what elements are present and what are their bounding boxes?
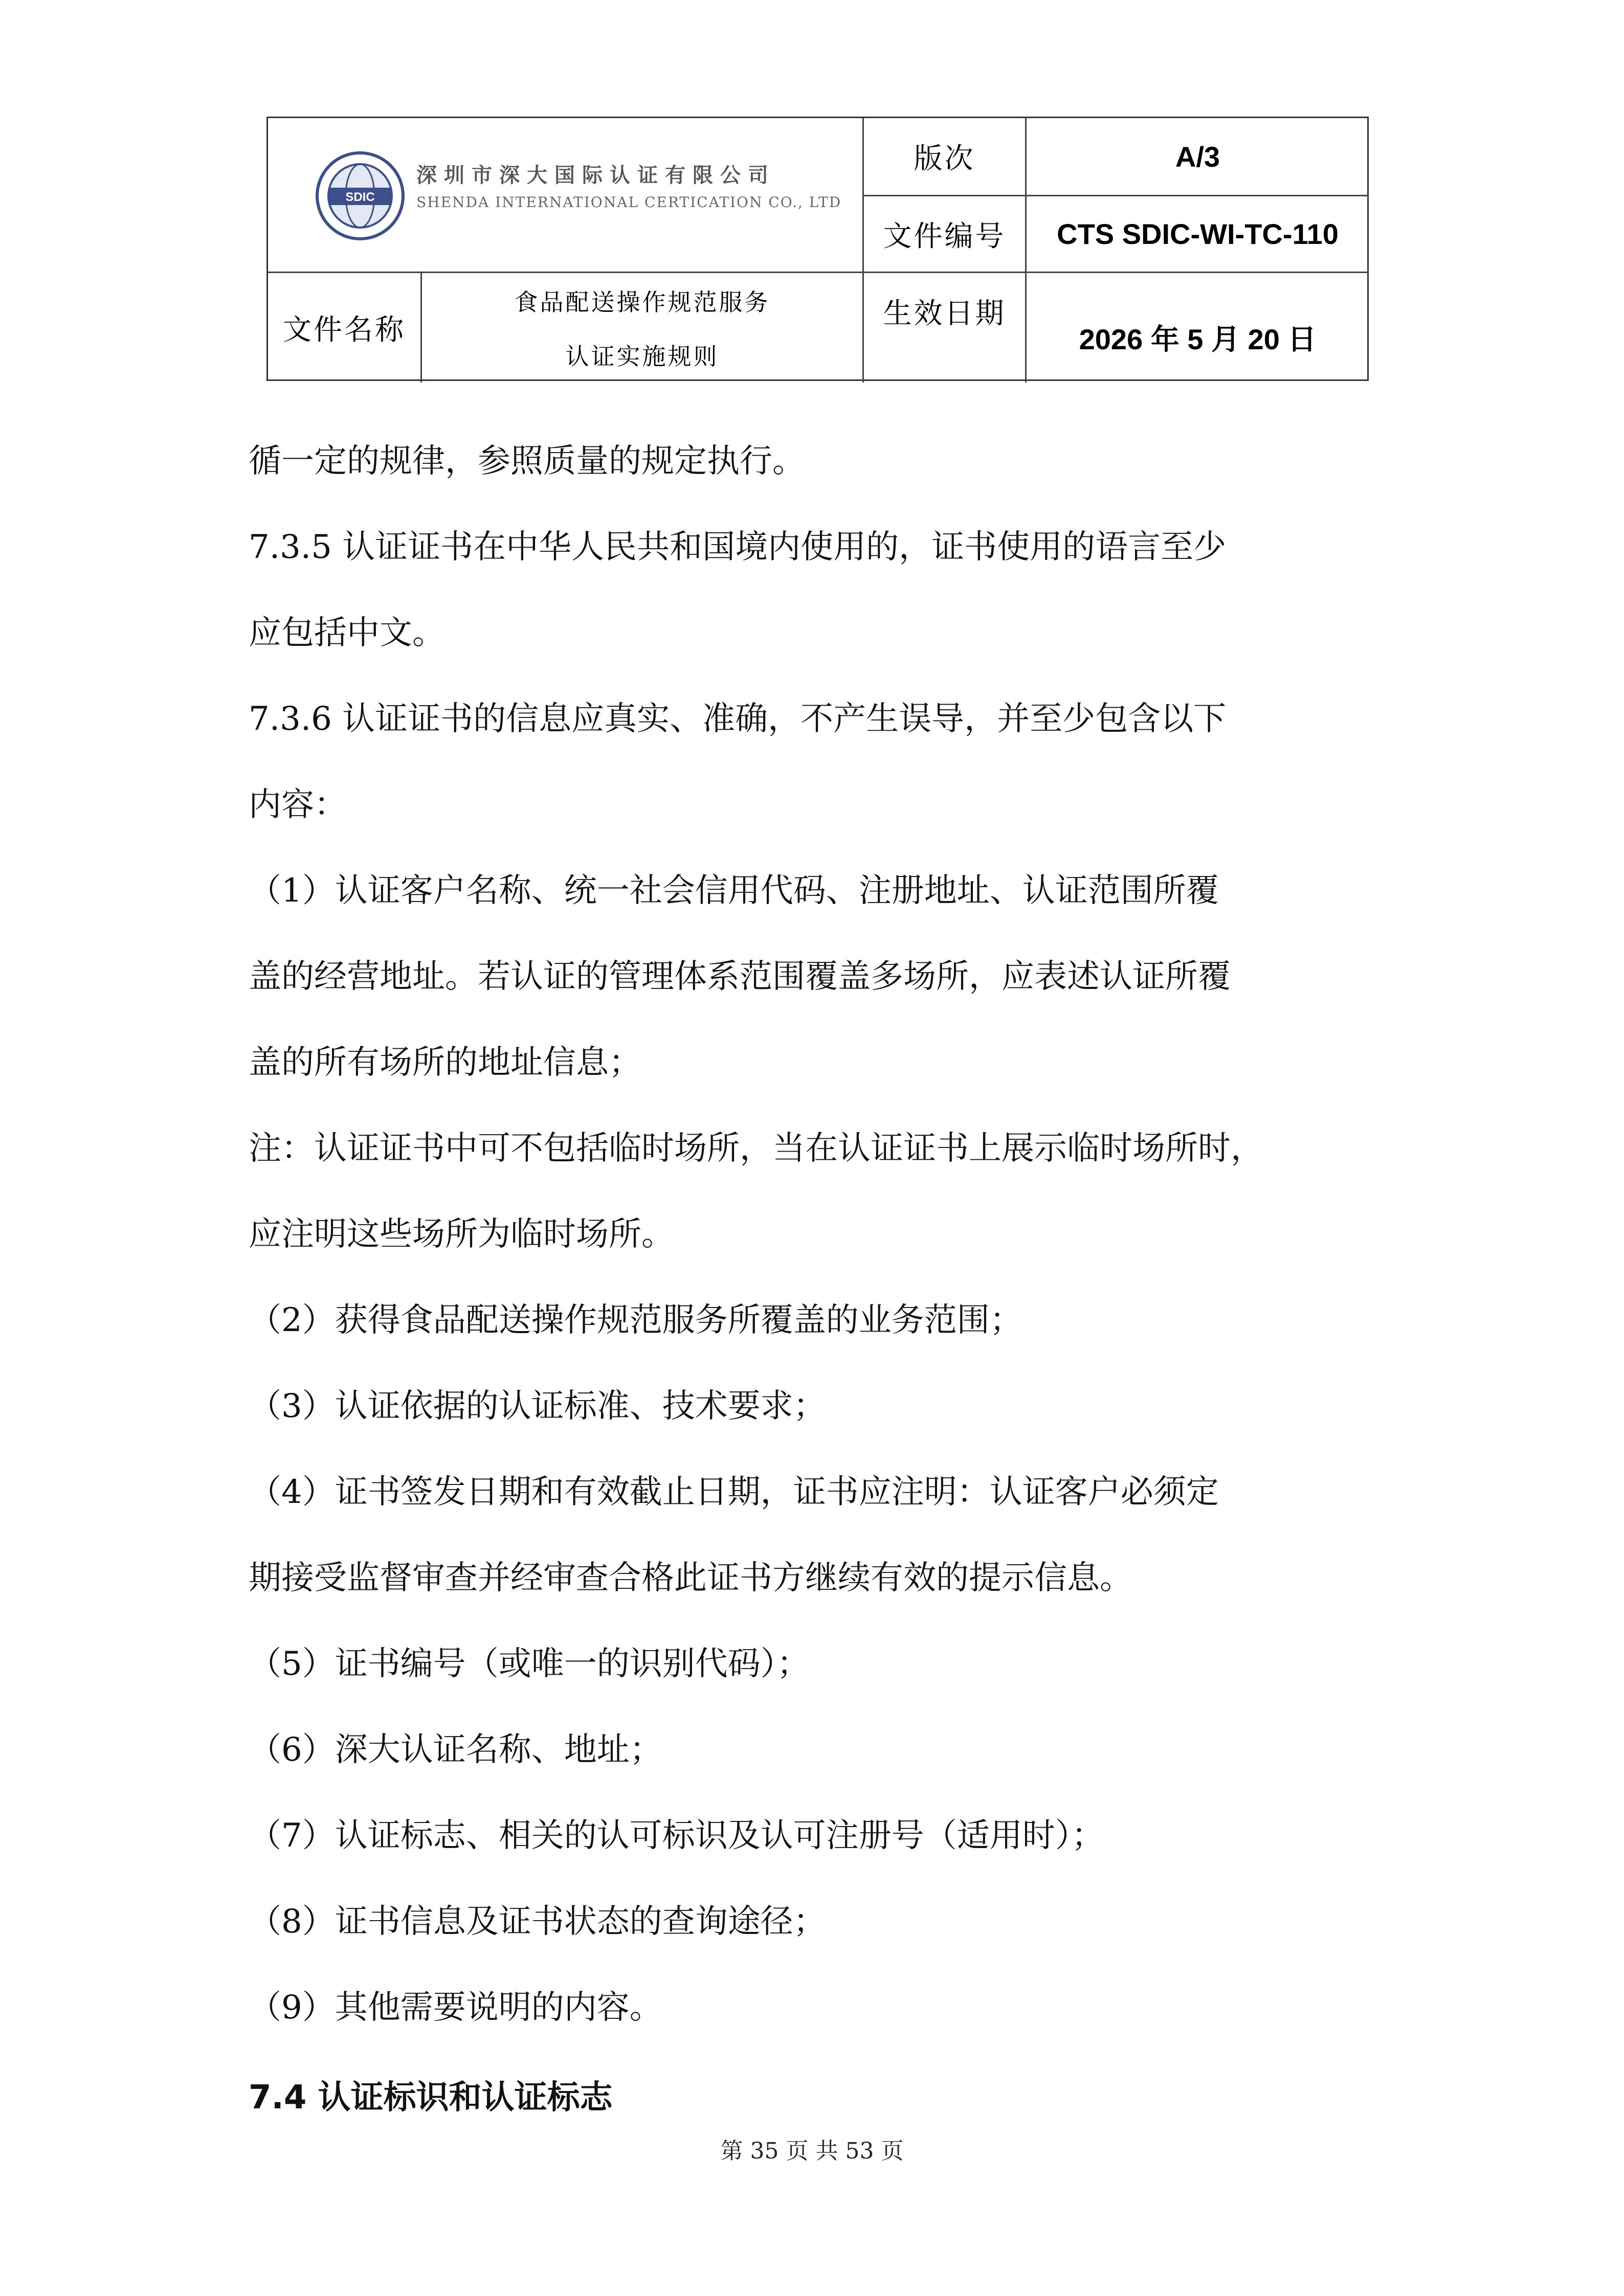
body-line: （9）其他需要说明的内容。 (249, 1989, 662, 2027)
body-line: （1）认证客户名称、统一社会信用代码、注册地址、认证范围所覆 (249, 872, 1219, 910)
body-line: 盖的所有场所的地址信息； (249, 1044, 641, 1082)
body-line: 7.3.6 认证证书的信息应真实、准确，不产生误导，并至少包含以下 (249, 700, 1227, 738)
body-line: （2）获得食品配送操作规范服务所覆盖的业务范围； (249, 1301, 1022, 1339)
sdic-globe-icon (314, 150, 406, 242)
filename-label: 文件名称 (283, 313, 406, 347)
docno-label: 文件编号 (883, 219, 1006, 253)
filename-value (422, 273, 862, 382)
body-line: （7）认证标志、相关的认可标识及认可注册号（适用时）； (249, 1817, 1104, 1855)
logo-name-en: SHENDA INTERNATIONAL CERTICATION CO., LTD (416, 194, 842, 211)
header-table (266, 117, 1369, 381)
effective-label: 生效日期 (883, 297, 1006, 330)
svg-text:SDIC: SDIC (345, 190, 375, 204)
body-line: 期接受监督审查并经审查合格此证书方继续有效的提示信息。 (249, 1559, 1132, 1597)
body-line: 注：认证证书中可不包括临时场所，当在认证证书上展示临时场所时， (249, 1130, 1263, 1167)
body-line: 内容： (249, 786, 347, 824)
body-line: （5）证书编号（或唯一的识别代码）； (249, 1645, 810, 1683)
body-line: （6）深大认证名称、地址； (249, 1731, 662, 1769)
body-line: （4）证书签发日期和有效截止日期，证书应注明：认证客户必须定 (249, 1473, 1219, 1511)
body-line: 循一定的规律，参照质量的规定执行。 (249, 442, 805, 480)
body-line: 7.3.5 认证证书在中华人民共和国境内使用的，证书使用的语言至少 (249, 528, 1227, 566)
version-value: A/3 (1175, 140, 1220, 173)
effective-value: 2026 年 5 月 20 日 (1079, 323, 1317, 355)
body-line: 盖的经营地址。若认证的管理体系范围覆盖多场所，应表述认证所覆 (249, 958, 1231, 996)
company-logo (314, 150, 842, 252)
docno-value: CTS SDIC-WI-TC-110 (1057, 218, 1339, 250)
section-heading: 7.4 认证标识和认证标志 (249, 2079, 613, 2117)
filename-line-2: 认证实施规则 (565, 343, 719, 370)
page-number: 第 35 页 共 53 页 (720, 2138, 904, 2164)
body-line: （3）认证依据的认证标准、技术要求； (249, 1387, 826, 1425)
logo-name-cn: 深圳市深大国际认证有限公司 (416, 164, 775, 187)
body-line: 应包括中文。 (249, 614, 445, 652)
filename-line-1: 食品配送操作规范服务 (514, 288, 770, 316)
version-label: 版次 (914, 142, 975, 175)
body-line: （8）证书信息及证书状态的查询途径； (249, 1903, 826, 1941)
body-line: 应注明这些场所为临时场所。 (249, 1215, 674, 1253)
